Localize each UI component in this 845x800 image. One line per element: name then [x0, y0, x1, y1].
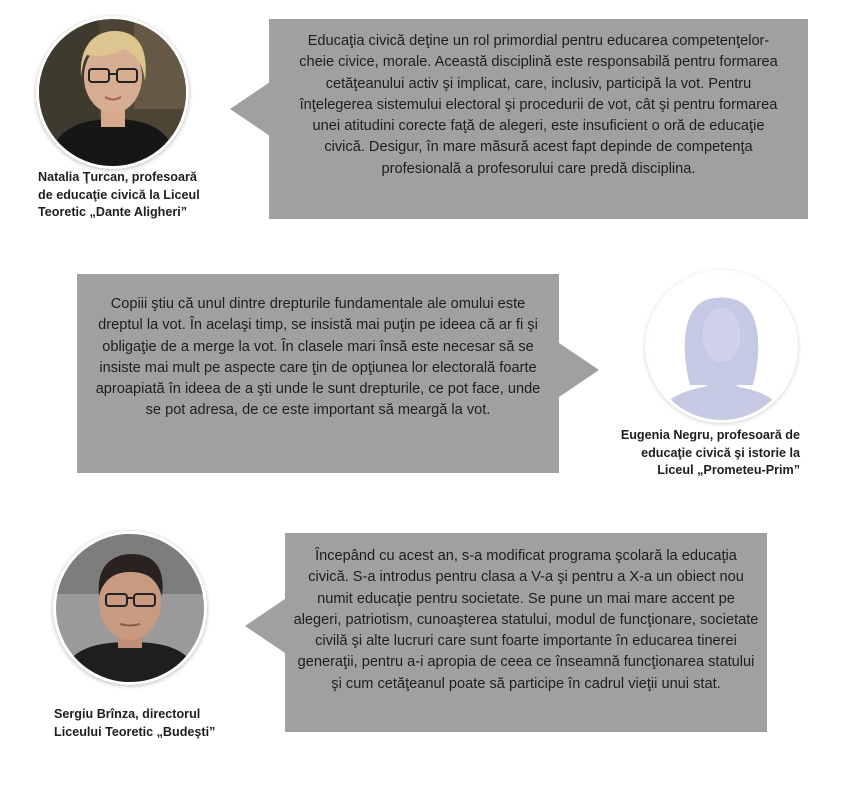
- caption-sergiu-brinza: Sergiu Brînza, directorul Liceului Teoretic „Budeşti”: [54, 707, 216, 739]
- bubble-pointer-right: [559, 343, 599, 397]
- quote-bubble-sergiu-brinza: [285, 533, 767, 732]
- quote-bubble-eugenia-negru: [77, 274, 559, 473]
- quote-text-sergiu-brinza: Începând cu acest an, s-a modificat programa şcolară la educaţia civică. S-a introdus pentru clasa a V-a şi pentru a X-a un obiect nou numit educaţie pentru societate. Se pune un mai mare accent pe alegeri, patriotism, cunoaşterea statului, modul de funcţionare, societate civilă şi alte lucruri care sunt foarte importante în educarea tinerei generaţii, pentru a-i apropia de ceea ce înseamnă funcţionarea statului şi cum cetăţeanul poate să participe în cadrul vieţii unui stat.: [293, 548, 759, 692]
- quote-text-natalia-turcan: Educaţia civică deţine un rol primordial pentru educarea competenţelor-cheie civice, morale. Această disciplină este responsabilă pentru formarea cetăţeanului activ şi implicat, care, inclusiv, participă la vot. Pentru înţelegerea sistemului electoral şi procedurii de vot, cât şi pentru formarea unei atitudini corecte faţă de alegeri, este insuficient o oră de educaţie civică. Desigur, în mare măsură acest fapt depinde de competenţa profesională a profesorului care predă disciplina.: [299, 33, 778, 177]
- man-portrait-icon: [56, 534, 204, 682]
- avatar-natalia-turcan: [39, 19, 186, 166]
- female-silhouette-icon: [648, 273, 795, 420]
- avatar-eugenia-negru: [648, 273, 795, 420]
- bubble-pointer-left: [245, 599, 285, 653]
- quote-bubble-natalia-turcan: [269, 19, 808, 219]
- caption-natalia-turcan: Natalia Ţurcan, profesoară de educaţie civică la Liceul Teoretic „Dante Aligheri”: [38, 170, 200, 219]
- quote-text-eugenia-negru: Copiii ştiu că unul dintre drepturile fundamentale ale omului este dreptul la vot. În acelaşi timp, se insistă mai puţin pe ideea că ar fi şi obligaţie de a merge la vot. În clasele mari însă este necesar să se insiste mai mult pe aspecte care ţin de opţiunea lor electorală foarte aproapiată în ideea de a şti unde le sunt drepturile, ce pot face, unde se pot adresa, de ce este important să meargă la vot.: [95, 296, 541, 419]
- caption-eugenia-negru: Eugenia Negru, profesoară de educaţie civică şi istorie la Liceul „Prometeu-Prim”: [620, 428, 800, 477]
- bubble-pointer-left: [230, 82, 270, 136]
- woman-portrait-icon: [39, 19, 186, 166]
- avatar-sergiu-brinza: [56, 534, 204, 682]
